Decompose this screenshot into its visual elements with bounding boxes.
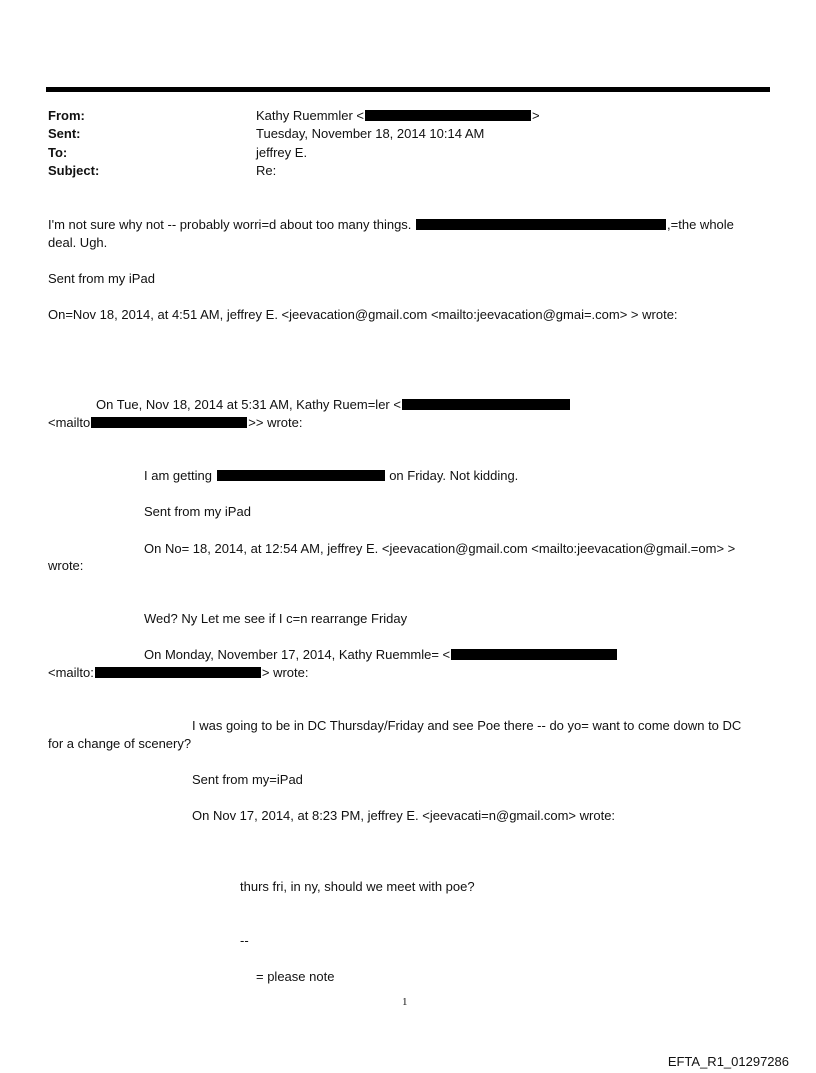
from-label: From: <box>48 108 85 123</box>
redaction-block <box>402 399 570 410</box>
from-name: Kathy Ruemmler < <box>256 108 365 123</box>
redaction-block <box>365 110 531 121</box>
redaction-block <box>95 667 261 678</box>
to-label: To: <box>48 145 68 160</box>
body-line: wrote: <box>48 558 84 573</box>
body-line: On Monday, November 17, 2014, Kathy Ruemmle= < <box>144 646 618 664</box>
body-line: Sent from my iPad <box>144 504 251 519</box>
header-rule <box>46 87 770 92</box>
redaction-block <box>91 417 247 428</box>
page-number: 1 <box>402 996 408 1008</box>
body-line: I was going to be in DC Thursday/Friday and see Poe there -- do yo= want to come down to DC <box>192 718 742 733</box>
body-line: I'm not sure why not -- probably worri=d about too many things. ,=the whole <box>48 217 734 232</box>
sent-value: Tuesday, November 18, 2014 10:14 AM <box>256 126 485 141</box>
body-line: Sent from my iPad <box>48 271 155 286</box>
redaction-block <box>451 649 617 660</box>
body-line: for a change of scenery? <box>48 736 192 751</box>
sent-label: Sent: <box>48 126 81 141</box>
body-line: On=Nov 18, 2014, at 4:51 AM, jeffrey E. <jeevacation@gmail.com <mailto:jeevacation@gmai=.com> > wrote: <box>48 307 678 322</box>
body-line: <mailto >> wrote: <box>48 415 303 430</box>
subject-value: Re: <box>256 163 277 178</box>
redaction-block <box>217 470 385 481</box>
body-line: Sent from my=iPad <box>192 772 303 787</box>
body-line: <mailto: > wrote: <box>48 665 309 680</box>
body-line: I am getting on Friday. Not kidding. <box>144 468 519 483</box>
body-line: thurs fri, in ny, should we meet with poe? <box>240 879 475 894</box>
subject-label: Subject: <box>48 163 100 178</box>
body-line: -- <box>240 933 249 948</box>
document-id: EFTA_R1_01297286 <box>667 1054 789 1069</box>
from-value <box>256 107 540 125</box>
body-line: = please note <box>256 969 335 984</box>
body-line: On No= 18, 2014, at 12:54 AM, jeffrey E. <jeevacation@gmail.com <mailto:jeevacation@gmail.=om> > <box>144 541 736 556</box>
from-close: > <box>532 108 540 123</box>
redaction-block <box>416 219 666 230</box>
body-line: On Tue, Nov 18, 2014 at 5:31 AM, Kathy Ruem=ler < <box>96 396 571 414</box>
body-line: deal. Ugh. <box>48 235 108 250</box>
body-line: Wed? Ny Let me see if I c=n rearrange Friday <box>144 611 408 626</box>
to-value: jeffrey E. <box>256 145 308 160</box>
body-line: On Nov 17, 2014, at 8:23 PM, jeffrey E. <jeevacati=n@gmail.com> wrote: <box>192 808 616 823</box>
